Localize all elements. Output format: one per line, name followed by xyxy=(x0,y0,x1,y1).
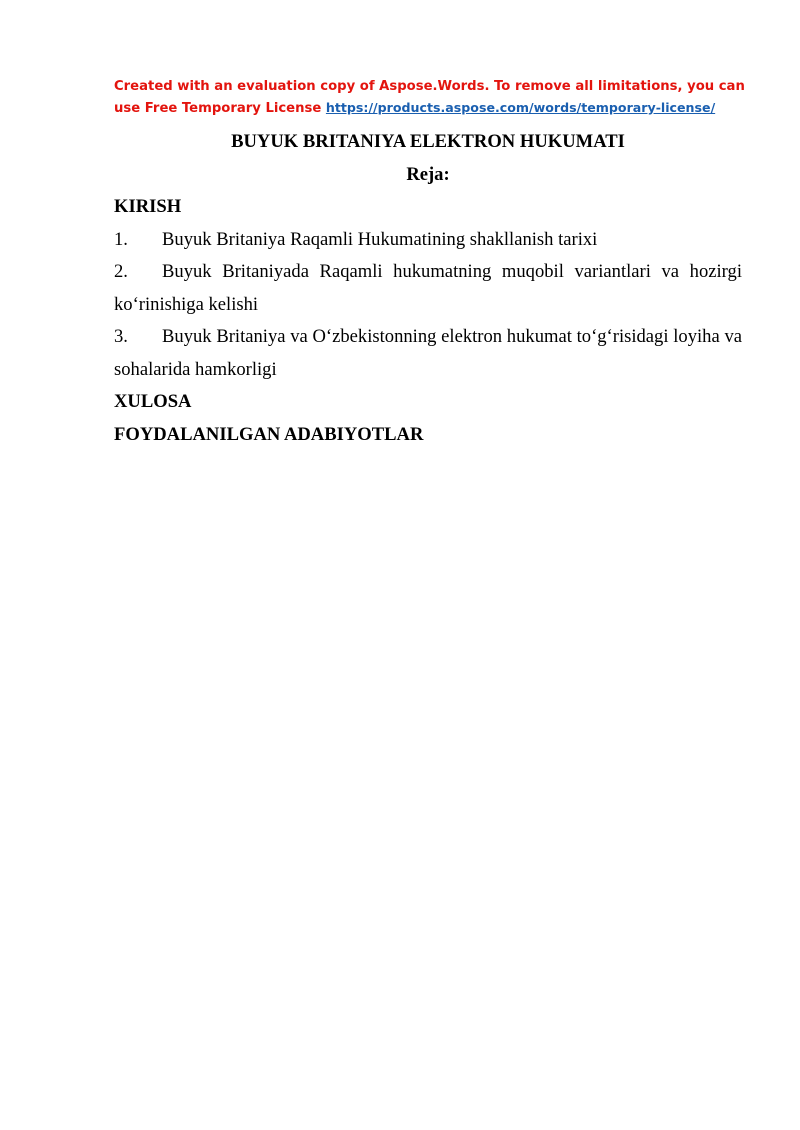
section-references: FOYDALANILGAN ADABIYOTLAR xyxy=(114,423,424,445)
plan-item-text: Buyuk Britaniya Raqamli Hukumatining shakllanish tarixi xyxy=(162,228,598,250)
document-title: BUYUK BRITANIYA ELEKTRON HUKUMATI xyxy=(231,131,625,152)
plan-item-number: 3. xyxy=(114,326,128,347)
plan-item xyxy=(114,321,742,386)
plan-item xyxy=(114,256,742,321)
plan-item-number: 2. xyxy=(114,261,128,282)
plan-item-text: Buyuk Britaniya va O‘zbekistonning elektron hukumat to‘g‘risidagi loyiha va sohalarida hamkorligi xyxy=(114,326,742,380)
temporary-license-link[interactable]: https://products.aspose.com/words/temporary-license/ xyxy=(325,100,716,115)
plan-item-text: Buyuk Britaniyada Raqamli hukumatning muqobil variantlari va hozirgi ko‘rinishiga kelishi xyxy=(114,261,742,315)
plan-item-number: 1. xyxy=(114,228,128,250)
plan-item xyxy=(114,224,742,257)
evaluation-notice-text: Created with an evaluation copy of Aspose.Words. To remove all limitations, you can use Free Temporary License xyxy=(114,79,745,116)
section-conclusion: XULOSA xyxy=(114,391,192,412)
plan-heading: Reja: xyxy=(406,163,450,185)
evaluation-notice xyxy=(114,76,754,119)
section-intro: KIRISH xyxy=(114,196,182,217)
document-body xyxy=(114,126,742,451)
